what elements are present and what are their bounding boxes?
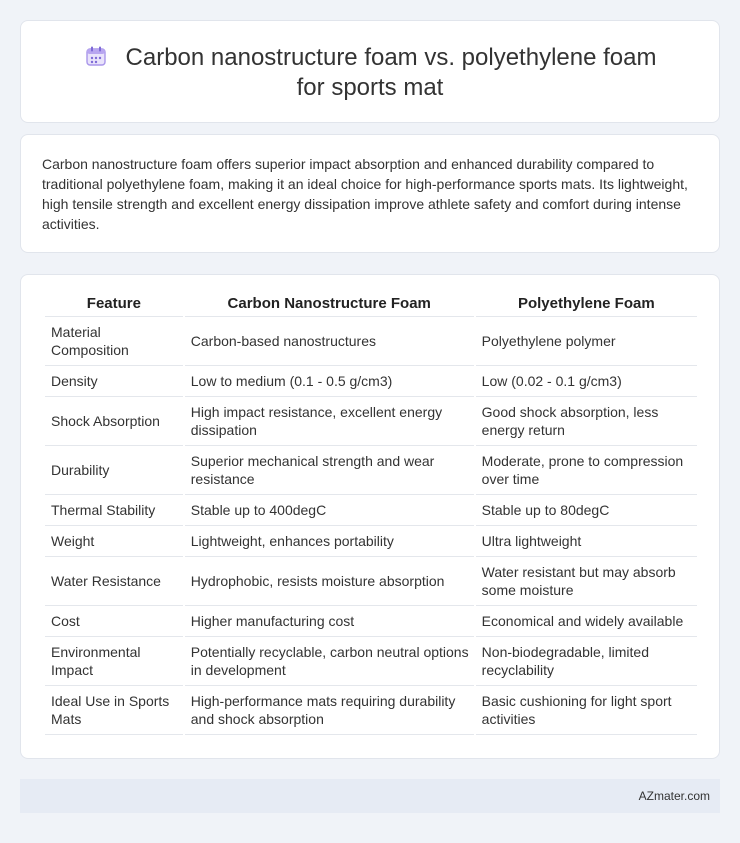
carbon-cell: Higher manufacturing cost bbox=[185, 606, 474, 637]
polyethylene-cell: Good shock absorption, less energy return bbox=[476, 397, 697, 446]
polyethylene-cell: Basic cushioning for light sport activities bbox=[476, 686, 697, 735]
summary-text: Carbon nanostructure foam offers superior impact absorption and enhanced durability compared to traditional polyethylene foam, making it an ideal choice for high-performance sports mats. Its lightweight, high tensile strength and excellent energy dissipation improve athlete safety and comfort during intense activities. bbox=[42, 156, 688, 232]
header-polyethylene: Polyethylene Foam bbox=[476, 294, 697, 317]
table-row bbox=[45, 317, 697, 366]
carbon-cell: Low to medium (0.1 - 0.5 g/cm3) bbox=[185, 366, 474, 397]
feature-cell: Thermal Stability bbox=[45, 495, 183, 526]
header-carbon: Carbon Nanostructure Foam bbox=[185, 294, 474, 317]
feature-cell: Durability bbox=[45, 446, 183, 495]
carbon-cell: Stable up to 400degC bbox=[185, 495, 474, 526]
polyethylene-cell: Low (0.02 - 0.1 g/cm3) bbox=[476, 366, 697, 397]
polyethylene-cell: Stable up to 80degC bbox=[476, 495, 697, 526]
feature-cell: Material Composition bbox=[45, 317, 183, 366]
table-header-row bbox=[45, 294, 697, 317]
polyethylene-cell: Polyethylene polymer bbox=[476, 317, 697, 366]
polyethylene-cell: Moderate, prone to compression over time bbox=[476, 446, 697, 495]
carbon-cell: High-performance mats requiring durability and shock absorption bbox=[185, 686, 474, 735]
carbon-cell: Superior mechanical strength and wear resistance bbox=[185, 446, 474, 495]
feature-cell: Shock Absorption bbox=[45, 397, 183, 446]
title-card bbox=[20, 20, 720, 123]
table-row bbox=[45, 637, 697, 686]
carbon-cell: Lightweight, enhances portability bbox=[185, 526, 474, 557]
polyethylene-cell: Water resistant but may absorb some moisture bbox=[476, 557, 697, 606]
carbon-cell: High impact resistance, excellent energy dissipation bbox=[185, 397, 474, 446]
feature-cell: Cost bbox=[45, 606, 183, 637]
table-row bbox=[45, 495, 697, 526]
feature-cell: Water Resistance bbox=[45, 557, 183, 606]
header-feature: Feature bbox=[45, 294, 183, 317]
page-title-text: Carbon nanostructure foam vs. polyethylene foam for sports mat bbox=[125, 44, 657, 101]
carbon-cell: Carbon-based nanostructures bbox=[185, 317, 474, 366]
feature-cell: Density bbox=[45, 366, 183, 397]
table-row bbox=[45, 366, 697, 397]
feature-cell: Weight bbox=[45, 526, 183, 557]
polyethylene-cell: Ultra lightweight bbox=[476, 526, 697, 557]
summary-card bbox=[20, 134, 720, 253]
feature-cell: Environmental Impact bbox=[45, 637, 183, 686]
comparison-table bbox=[43, 294, 699, 735]
calendar-icon bbox=[84, 44, 108, 68]
polyethylene-cell: Non-biodegradable, limited recyclability bbox=[476, 637, 697, 686]
comparison-table-card bbox=[20, 274, 720, 759]
feature-cell: Ideal Use in Sports Mats bbox=[45, 686, 183, 735]
footer bbox=[20, 779, 720, 813]
carbon-cell: Potentially recyclable, carbon neutral options in development bbox=[185, 637, 474, 686]
table-row bbox=[45, 557, 697, 606]
polyethylene-cell: Economical and widely available bbox=[476, 606, 697, 637]
table-row bbox=[45, 446, 697, 495]
table-row bbox=[45, 397, 697, 446]
table-row bbox=[45, 526, 697, 557]
page-title bbox=[21, 43, 719, 103]
footer-site-name: AZmater.com bbox=[638, 789, 710, 803]
table-row bbox=[45, 686, 697, 735]
carbon-cell: Hydrophobic, resists moisture absorption bbox=[185, 557, 474, 606]
table-row bbox=[45, 606, 697, 637]
